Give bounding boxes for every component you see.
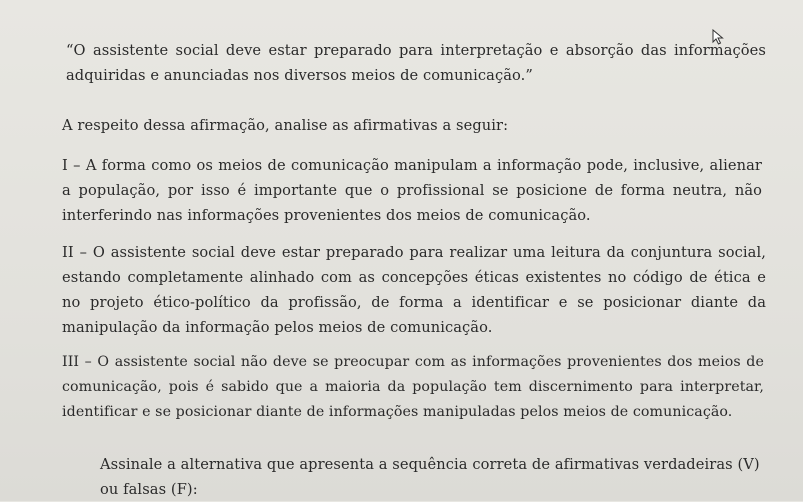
- question-quote: “O assistente social deve estar preparado para interpretação e absorção das informações adquiridas e anunciadas nos diversos meios de comunicação.”: [66, 42, 766, 84]
- statement-1: I – A forma como os meios de comunicação manipulam a informação pode, inclusive, alienar a população, por isso é importante que o profissional se posicione de forma neutra, não interferindo nas informações provenientes dos meios de comunicação.: [62, 157, 762, 224]
- statement-3: III – O assistente social não deve se preocupar com as informações provenientes dos meios de comunicação, pois é sabido que a maioria da população tem discernimento para interpretar, identificar e se posicionar diante de informações manipuladas pelos meios de comunicação.: [62, 354, 764, 420]
- question-instruction: Assinale a alternativa que apresenta a sequência correta de afirmativas verdadeiras (V) ou falsas (F):: [100, 456, 760, 498]
- statement-2: II – O assistente social deve estar preparado para realizar uma leitura da conjuntura social, estando completamente alinhado com as concepções éticas existentes no código de ética e no projeto ético-político da profissão, de forma a identificar e se posicionar diante da manipulação da informação pelos meios de comunicação.: [62, 244, 766, 336]
- question-intro: A respeito dessa afirmação, analise as afirmativas a seguir:: [62, 117, 509, 134]
